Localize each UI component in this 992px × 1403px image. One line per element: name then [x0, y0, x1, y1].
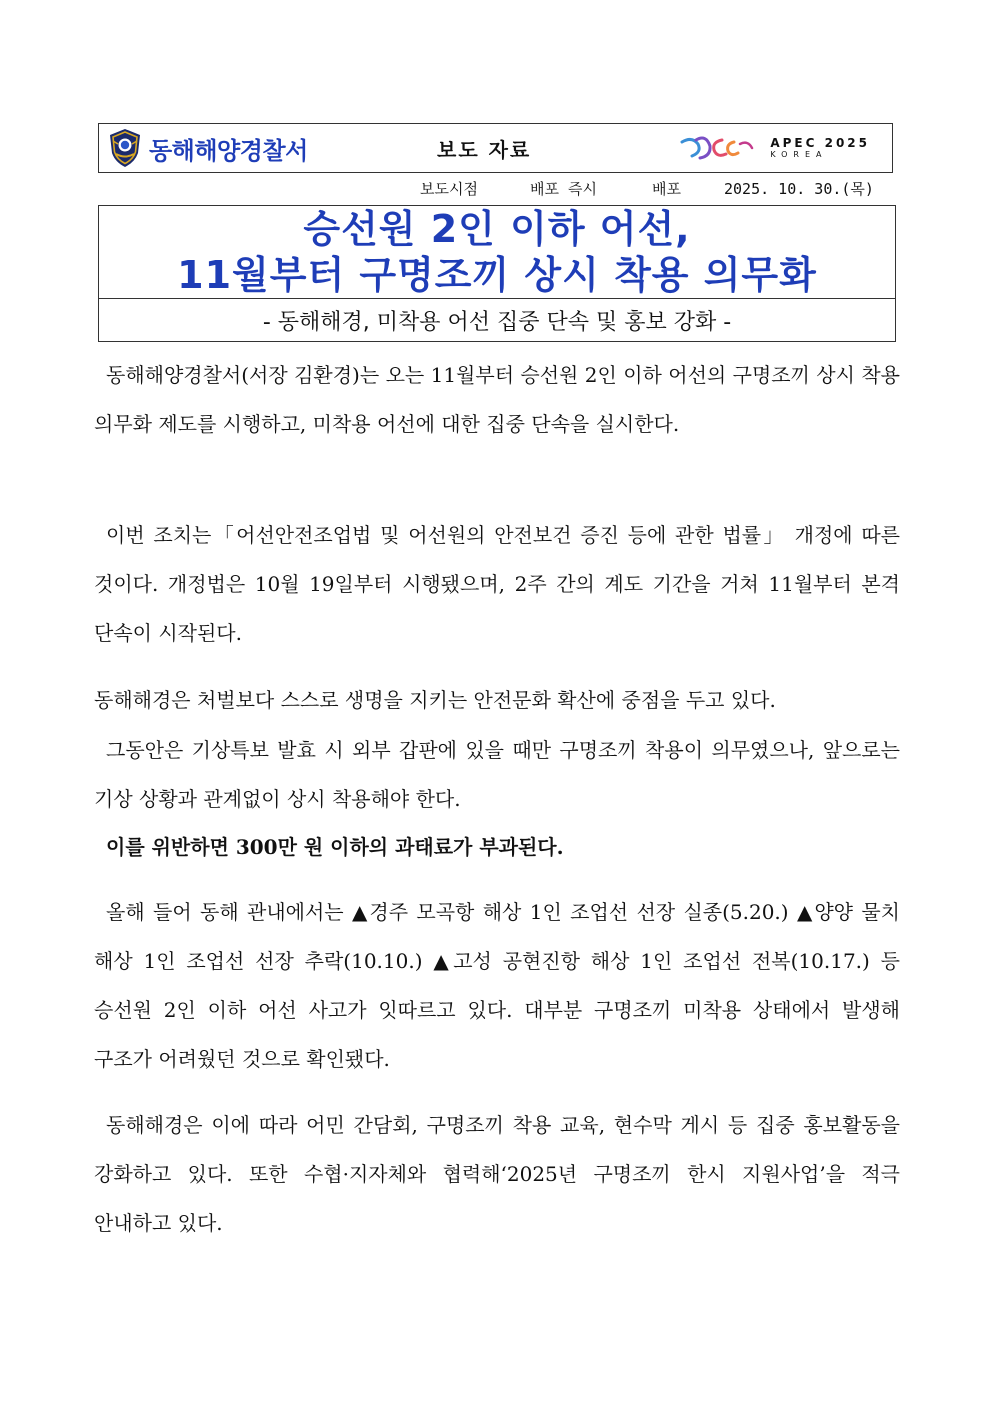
paragraph-legal-basis: 이번 조치는「어선안전조업법 및 어선원의 안전보건 증진 등에 관한 법률」 개정에 따른 것이다. 개정법은 10월 19일부터 시행됐으며, 2주 간의 계도 기간을 거쳐 11월부터 본격 단속이 시작된다. [94, 523, 900, 645]
paragraph-rule-change: 그동안은 기상특보 발효 시 외부 갑판에 있을 때만 구명조끼 착용이 의무였으나, 앞으로는 기상 상황과 관계없이 상시 착용해야 한다. [94, 738, 900, 811]
coast-guard-emblem-icon [107, 128, 143, 168]
paragraph-safety-culture: 동해해경은 처벌보다 스스로 생명을 지키는 안전문화 확산에 중점을 두고 있다. [94, 688, 776, 712]
organization [99, 128, 407, 168]
apec-wordmark: APEC 2025 [770, 136, 870, 150]
release-label: 보도시점 [420, 180, 478, 198]
headline-line-1: 승선원 2인 이하 어선, [303, 207, 691, 251]
headline [99, 206, 895, 299]
title-box [98, 205, 896, 342]
document-type: 보도 자료 [437, 137, 532, 162]
apec-country: KOREA [770, 150, 828, 159]
header-box [98, 123, 893, 173]
headline-line-2: 11월부터 구명조끼 상시 착용 의무화 [177, 253, 817, 297]
apec-logo [678, 132, 870, 164]
release-date: 2025. 10. 30.(목) [724, 180, 874, 198]
subheadline: - 동해해경, 미착용 어선 집중 단속 및 홍보 강화 - [262, 310, 732, 335]
paragraph-accidents: 올해 들어 동해 관내에서는 ▲경주 모곡항 해상 1인 조업선 선장 실종(5.20.) ▲양양 물치 해상 1인 조업선 선장 추락(10.10.) ▲고성 공현진항 해상 1인 조업선 전복(10.17.) 등 승선원 2인 이하 어선 사고가 잇따르고 있다. 대부분 구명조끼 미착용 상태에서 발생해 구조가 어려웠던 것으로 확인됐다. [94, 900, 900, 1071]
release-timing: 배포 즉시 [530, 180, 597, 198]
release-info [420, 178, 900, 199]
paragraph-promotion: 동해해경은 이에 따라 어민 간담회, 구명조끼 착용 교육, 현수막 게시 등 집중 홍보활동을 강화하고 있다. 또한 수협·지자체와 협력해‘2025년 구명조끼 한시 지원사업’을 적극 안내하고 있다. [94, 1113, 900, 1235]
apec-swirl-icon [678, 132, 756, 164]
paragraph-intro: 동해해양경찰서(서장 김환경)는 오는 11월부터 승선원 2인 이하 어선의 구명조끼 상시 착용 의무화 제도를 시행하고, 미착용 어선에 대한 집중 단속을 실시한다. [94, 363, 900, 436]
distribution-label: 배포 [652, 180, 681, 198]
paragraph-penalty: 이를 위반하면 300만 원 이하의 과태료가 부과된다. [106, 835, 564, 859]
organization-name: 동해해양경찰서 [149, 136, 308, 165]
